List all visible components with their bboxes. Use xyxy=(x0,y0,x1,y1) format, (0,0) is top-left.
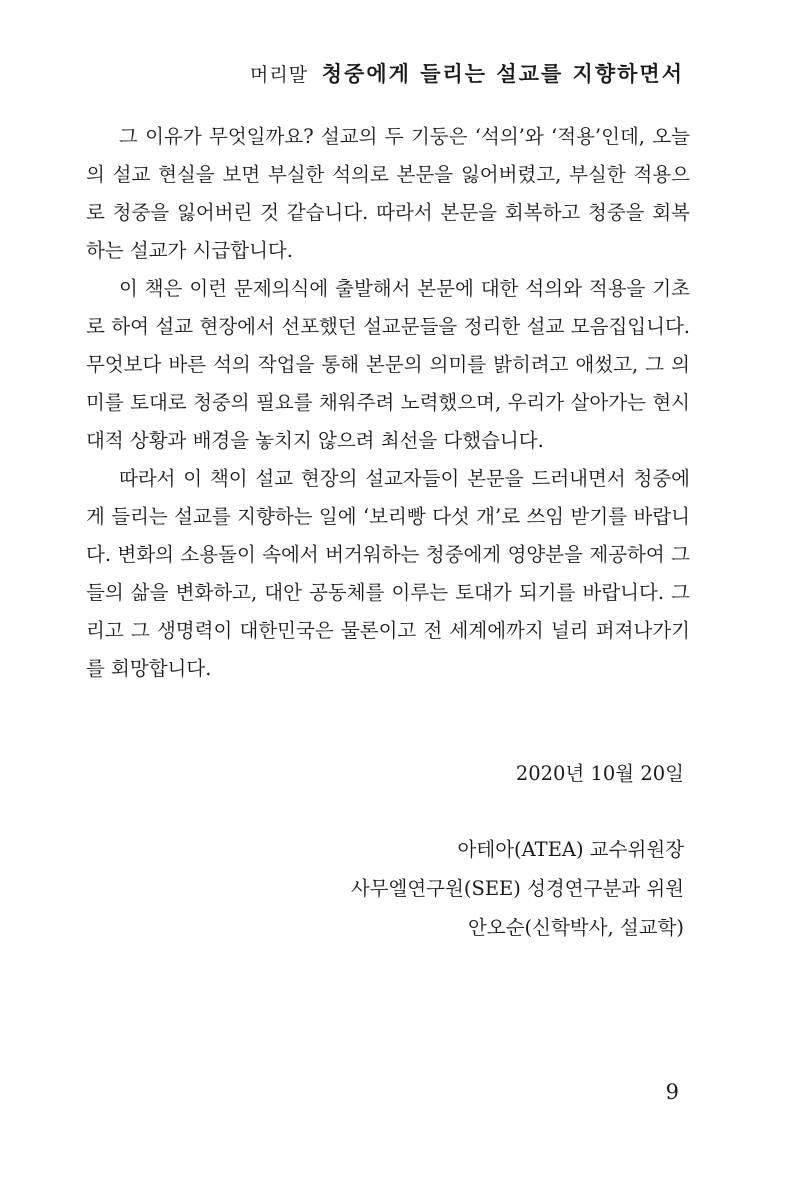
signature-affiliation: 사무엘연구원(SEE) 성경연구분과 위원 xyxy=(350,877,684,900)
header-section-label: 머리말 xyxy=(250,64,309,86)
signature-author: 안오순(신학박사, 설교학) xyxy=(468,916,684,939)
running-header xyxy=(250,58,684,88)
signature-date: 2020년 10월 20일 xyxy=(515,762,684,785)
header-chapter-title: 청중에게 들리는 설교를 지향하면서 xyxy=(321,62,684,86)
paragraph: 이 책은 이런 문제의식에 출발해서 본문에 대한 석의와 적용을 기초로 하여 설교 현장에서 선포했던 설교문들을 정리한 설교 모음집입니다. 무엇보다 바른 석의 작업을 통해 본문의 의미를 밝히려고 애썼고, 그 의미를 토대로 청중의 필요를 채워주려 노력했으며, 우리가 살아가는 현시대적 상황과 배경을 놓치지 않으려 최선을 다했습니다. xyxy=(86,277,690,452)
signature-affiliation: 아테아(ATEA) 교수위원장 xyxy=(457,838,684,861)
paragraph: 그 이유가 무엇일까요? 설교의 두 기둥은 ‘석의’와 ‘적용’인데, 오늘의 설교 현실을 보면 부실한 석의로 본문을 잃어버렸고, 부실한 적용으로 청중을 잃어버린 것 같습니다. 따라서 본문을 회복하고 청중을 회복하는 설교가 시급합니다. xyxy=(86,125,690,262)
page-number: 9 xyxy=(665,1080,679,1104)
paragraph: 따라서 이 책이 설교 현장의 설교자들이 본문을 드러내면서 청중에게 들리는 설교를 지향하는 일에 ‘보리빵 다섯 개’로 쓰임 받기를 바랍니다. 변화의 소용돌이 속에서 버거워하는 청중에게 영양분을 제공하여 그들의 삶을 변화하고, 대안 공동체를 이루는 토대가 되기를 바랍니다. 그리고 그 생명력이 대한민국은 물론이고 전 세계에까지 널리 퍼져나가기를 회망합니다. xyxy=(86,467,690,680)
preface-body xyxy=(86,118,690,688)
